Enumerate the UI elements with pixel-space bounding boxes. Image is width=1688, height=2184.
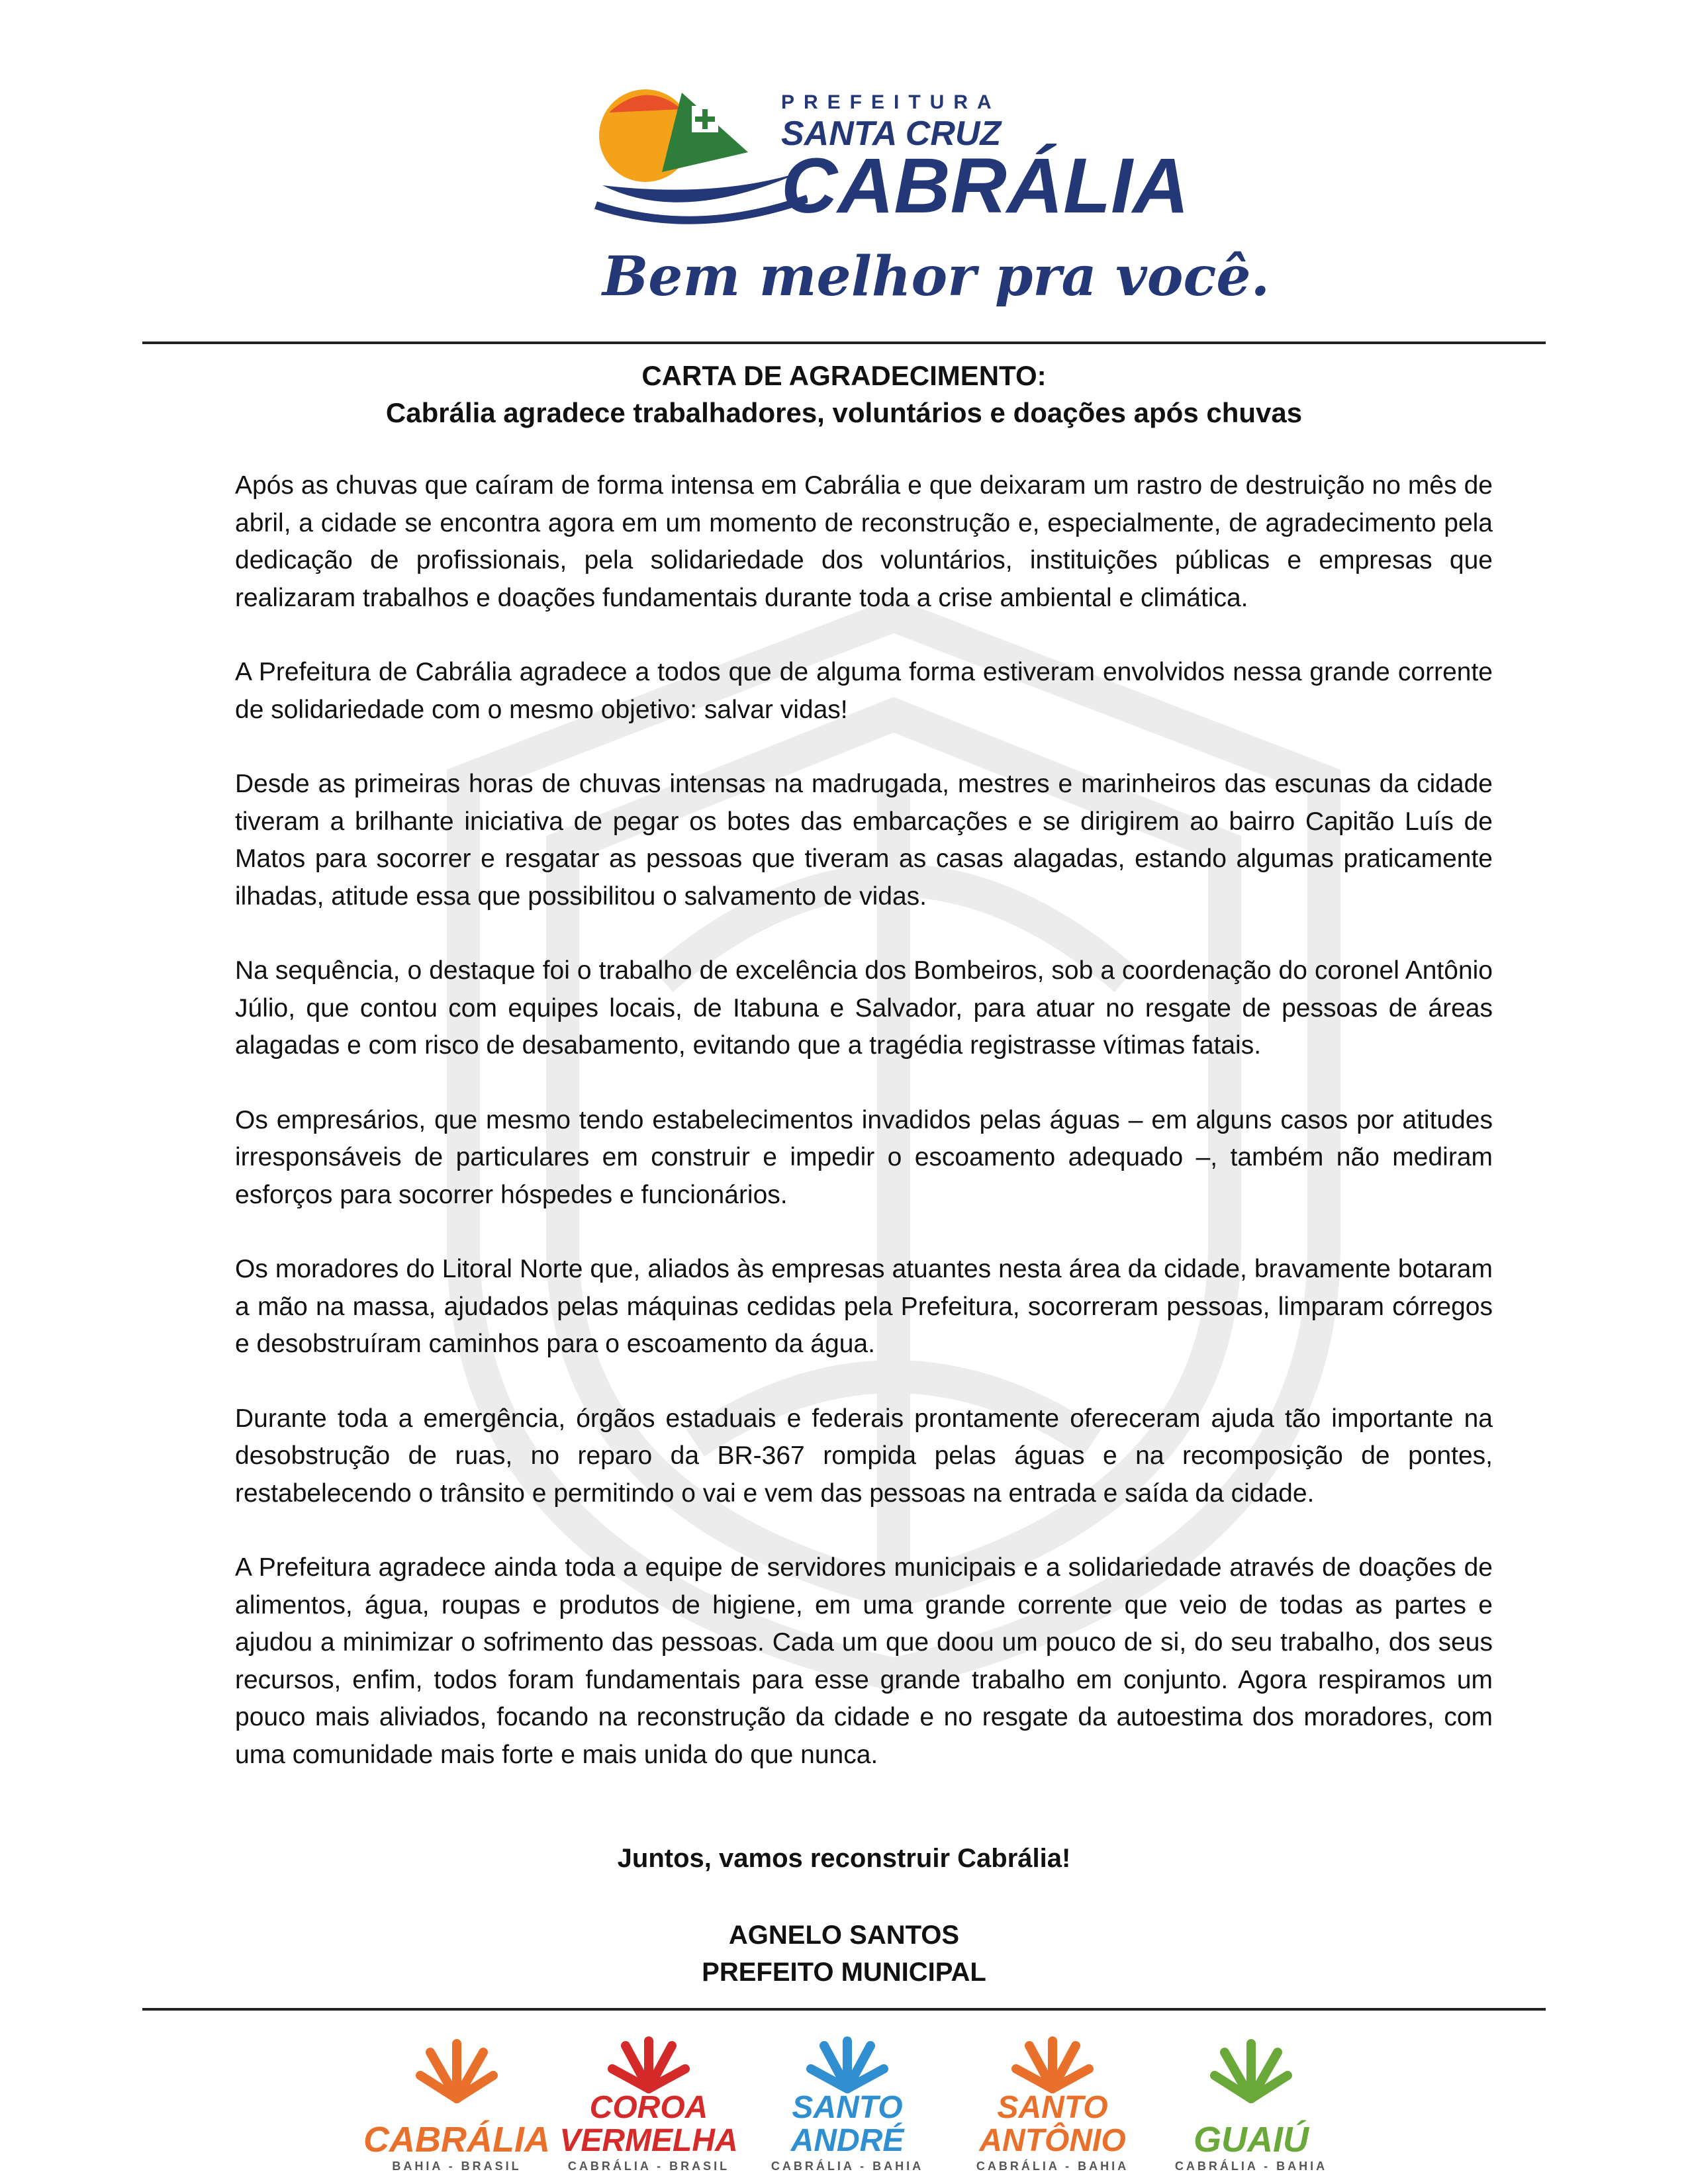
sun-ship-emblem-icon <box>583 73 808 238</box>
district-logo-cabralia <box>357 2036 556 2175</box>
logo-city-main: CABRÁLIA <box>781 142 1190 230</box>
district-subtitle: CABRÁLIA - BRASIL <box>567 2160 730 2173</box>
signature-name: AGNELO SANTOS <box>728 1921 960 1950</box>
letter-paragraph: A Prefeitura agradece ainda toda a equipe de servidores municipais e a solidariedade através de doações de alimentos, água, roupas e produtos de higiene, em uma grande corrente que veio de todas as partes e ajudou a minimizar o sofrimento das pessoas. Cada um que doou um pouco de si, do seu trabalho, dos seus recursos, enfim, todos foram fundamentais para esse grande trabalho em conjunto. Agora respiramos um pouco mais aliviados, focando na reconstrução da cidade e no resgate da autoestima dos moradores, com uma comunidade mais forte e mais unida do que nunca. <box>235 1553 1493 1769</box>
letter-title: CARTA DE AGRADECIMENTO: <box>641 360 1047 391</box>
closing-line: Juntos, vamos reconstruir Cabrália! <box>617 1844 1071 1873</box>
district-subtitle: CABRÁLIA - BAHIA <box>771 2160 924 2173</box>
letter-paragraph: A Prefeitura de Cabrália agradece a todos que de alguma forma estiveram envolvidos nessa grande corrente de solidariedade com o mesmo objetivo: salvar vidas! <box>235 658 1493 724</box>
district-logo-coroa-vermelha <box>549 2036 748 2175</box>
district-subtitle: CABRÁLIA - BAHIA <box>976 2160 1129 2173</box>
letter-paragraph: Durante toda a emergência, órgãos estaduais e federais prontamente ofereceram ajuda tão importante na desobstrução de ruas, no reparo da BR-367 rompida pelas águas e na recomposição de pontes, restabelecendo o trânsito e permitindo o vai e vem das pessoas na entrada e saída da cidade. <box>235 1404 1493 1508</box>
sun-burst-icon <box>407 2036 506 2109</box>
district-name: CABRÁLIA <box>363 2120 550 2160</box>
letter-paragraph: Os empresários, que mesmo tendo estabelecimentos invadidos pelas águas – em alguns casos por atitudes irresponsáveis de particulares em construir e impedir o escoamento adequado –, também não mediram esforços para socorrer hóspedes e funcionários. <box>235 1105 1493 1209</box>
letter-paragraph: Na sequência, o destaque foi o trabalho de excelência dos Bombeiros, sob a coordenação do coronel Antônio Júlio, que contou com equipes locais, de Itabuna e Salvador, para atuar no resgate de pessoas de áreas alagadas e com risco de desabamento, evitando que a tragédia registrasse vítimas fatais. <box>235 956 1493 1060</box>
district-name: GUAIÚ <box>1194 2120 1309 2160</box>
signature-title: PREFEITO MUNICIPAL <box>702 1958 986 1987</box>
sun-burst-icon <box>599 2036 698 2095</box>
letter-paragraph: Os moradores do Litoral Norte que, aliados às empresas atuantes nesta área da cidade, bravamente botaram a mão na massa, ajudados pelas máquinas cedidas pela Prefeitura, socorreram pessoas, limparam córregos e desobstruíram caminhos para o escoamento da água. <box>235 1255 1493 1358</box>
letter-paragraph: Após as chuvas que caíram de forma intensa em Cabrália e que deixaram um rastro de destruição no mês de abril, a cidade se encontra agora em um momento de reconstrução e, especialmente, de agradecimento pela dedicação de profissionais, pela solidariedade dos voluntários, instituições públicas e empresas que realizaram trabalhos e doações fundamentais durante toda a crise ambiental e climática. <box>235 471 1493 612</box>
district-logo-guaiu <box>1165 2036 1337 2175</box>
sun-burst-icon <box>798 2036 897 2095</box>
district-name: SANTO ANTÔNIO <box>979 2090 1126 2158</box>
district-name: COROA VERMELHA <box>559 2090 738 2158</box>
logo-slogan: Bem melhor pra você. <box>602 245 1270 308</box>
district-subtitle: CABRÁLIA - BAHIA <box>1174 2160 1328 2173</box>
letter-paragraph: Desde as primeiras horas de chuvas intensas na madrugada, mestres e marinheiros das escunas da cidade tiveram a brilhante iniciativa de pegar os botes das embarcações e se dirigirem ao bairro Capitão Luís de Matos para socorrer e resgatar as pessoas que tiveram as casas alagadas, estando algumas praticamente ilhadas, atitude essa que possibilitou o salvamento de vidas. <box>235 770 1493 911</box>
logo-prefix: PREFEITURA <box>781 91 1001 113</box>
district-subtitle: BAHIA - BRASIL <box>392 2160 522 2173</box>
district-name: SANTO ANDRÉ <box>790 2090 904 2158</box>
letter-body <box>235 467 1493 1811</box>
district-logo-santo-andre <box>748 2036 947 2175</box>
prefeitura-logo <box>583 66 1270 318</box>
letter-subtitle: Cabrália agradece trabalhadores, voluntários e doações após chuvas <box>385 397 1303 428</box>
sun-burst-icon <box>1003 2036 1102 2095</box>
sun-burst-icon <box>1201 2036 1301 2109</box>
logo-city-top: SANTA CRUZ <box>781 114 1002 153</box>
district-logo-santo-antonio <box>953 2036 1152 2175</box>
bottom-divider <box>142 2008 1546 2011</box>
top-divider <box>142 341 1546 344</box>
